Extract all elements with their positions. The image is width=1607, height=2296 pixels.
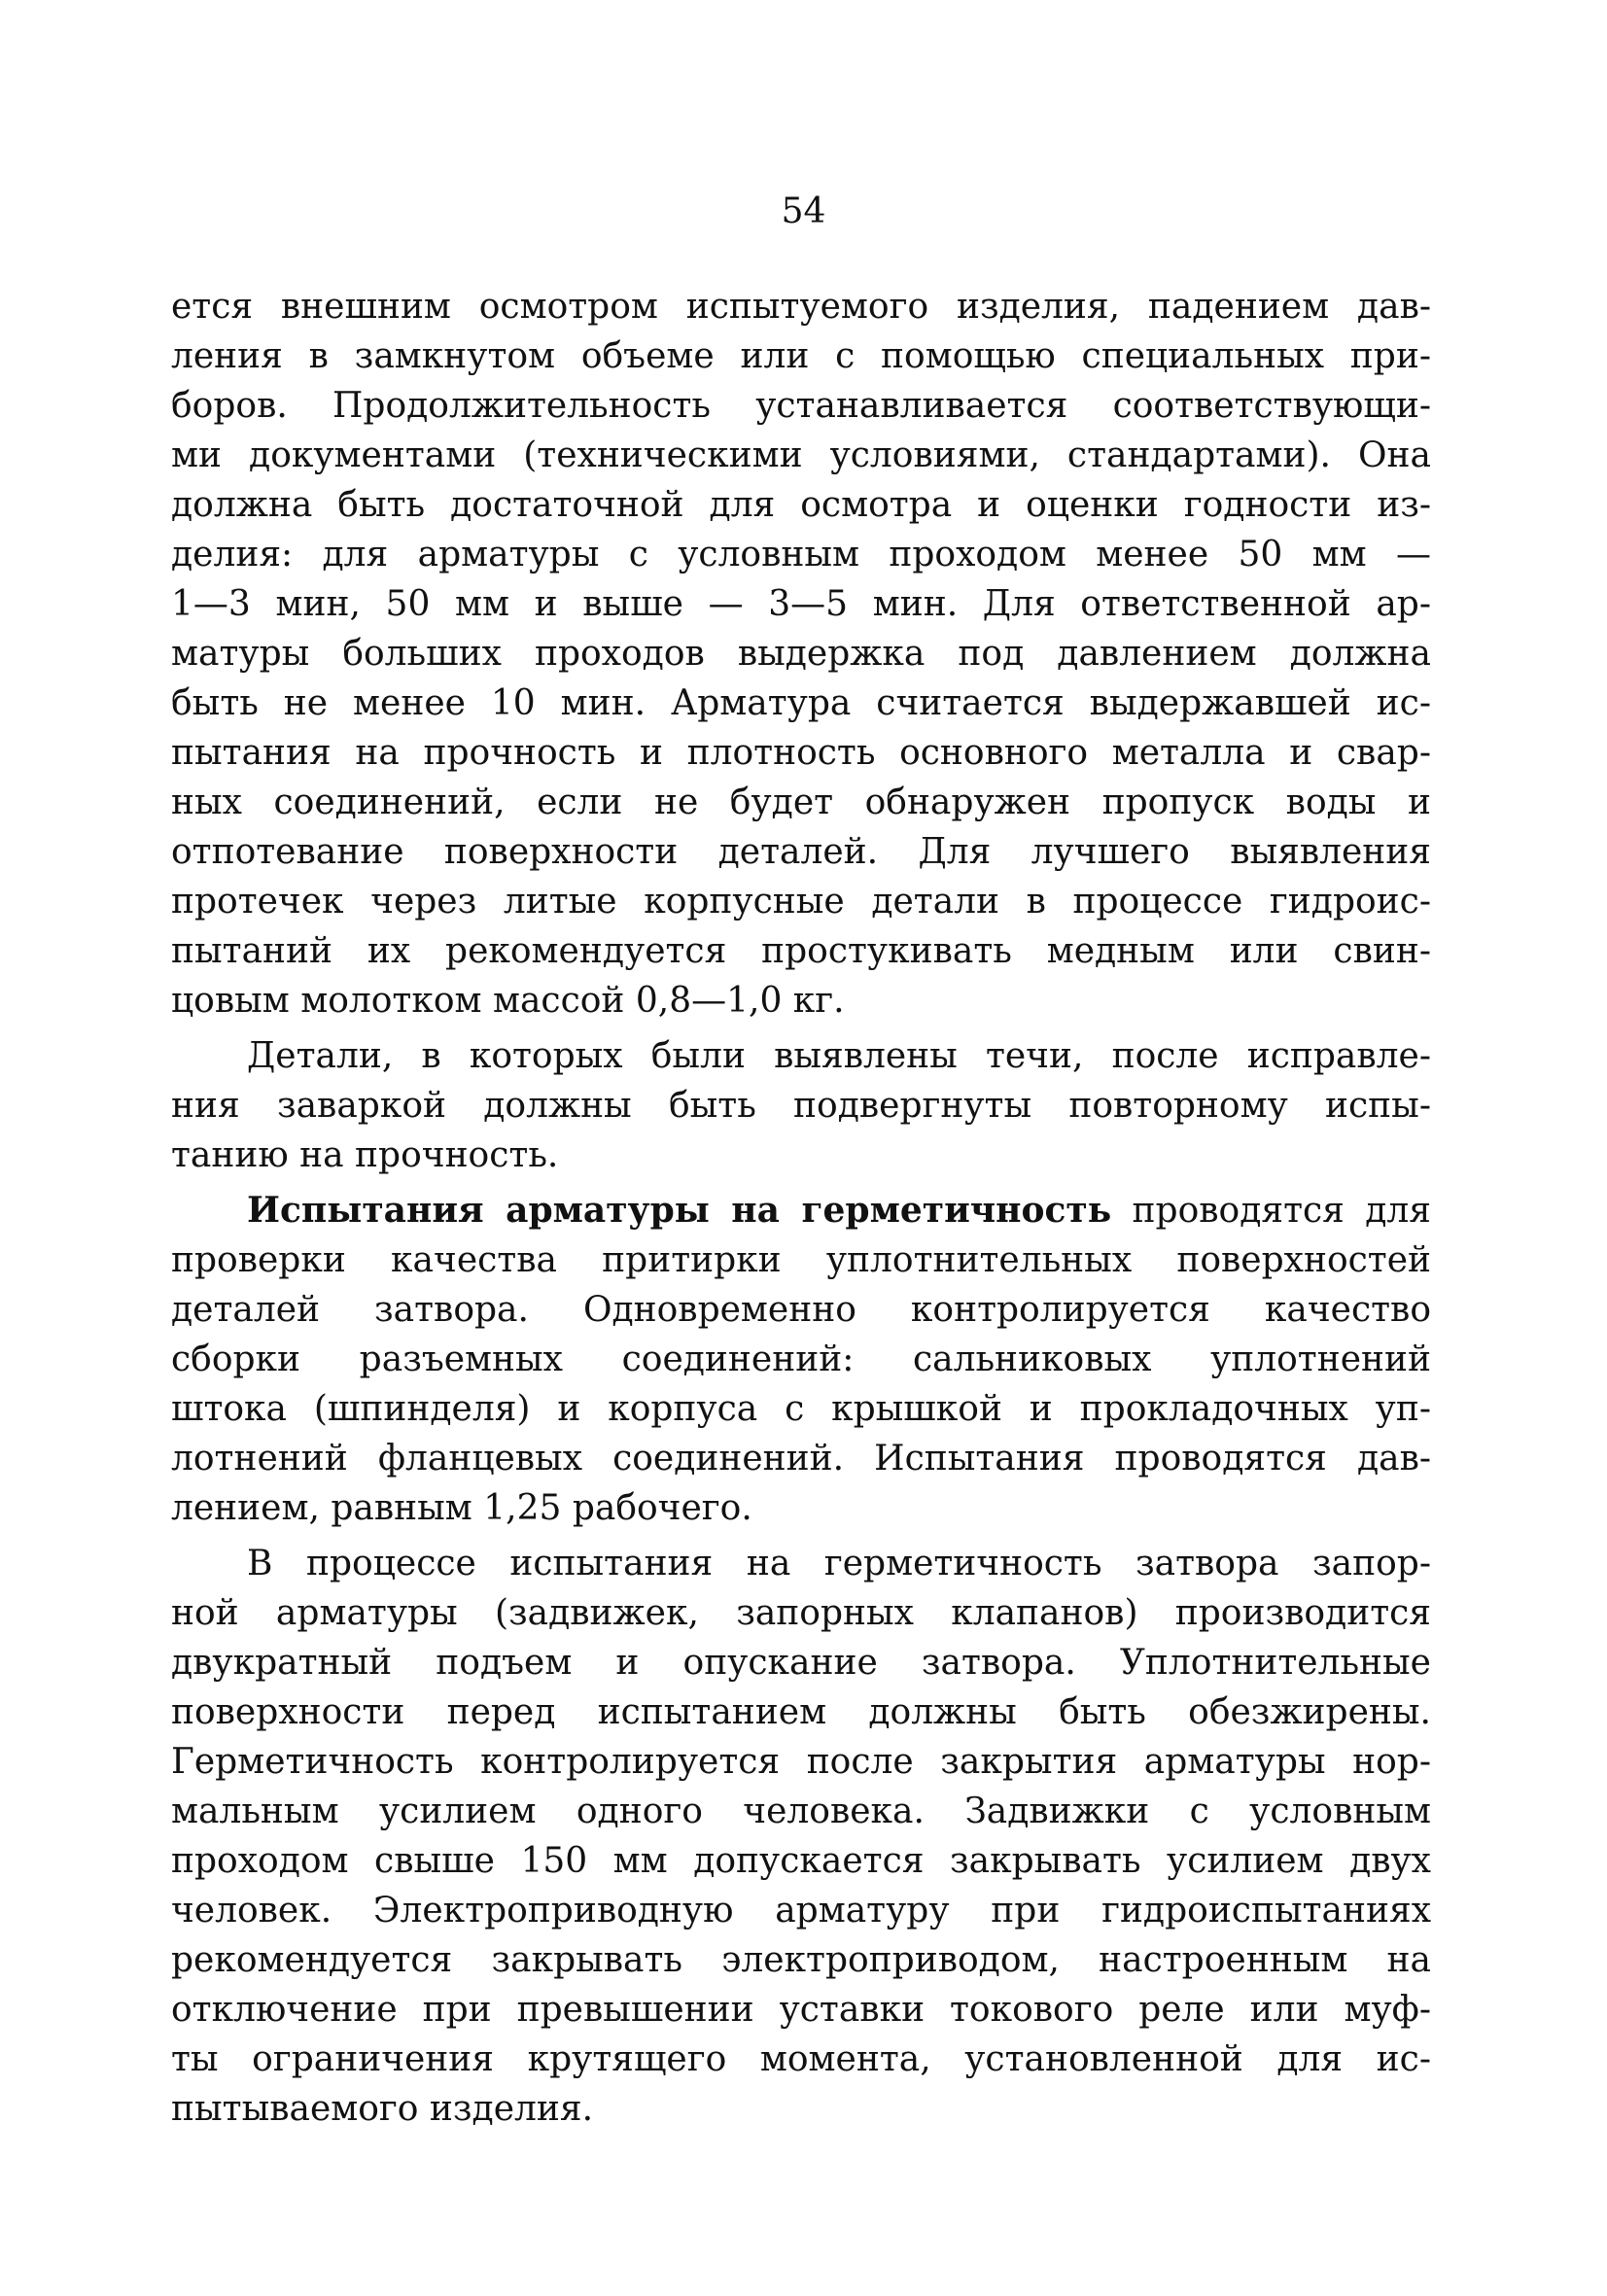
text-line: рекомендуется закрывать электроприводом, настроенным на	[171, 1940, 1431, 1980]
text-line: ется внешним осмотром испытуемого изделия, падением дав-	[171, 287, 1431, 327]
text-line: 1—3 мин, 50 мм и выше — 3—5 мин. Для ответственной ар-	[171, 584, 1431, 624]
text-line: отпотевание поверхности деталей. Для лучшего выявления	[171, 832, 1431, 872]
text-line: боров. Продолжительность устанавливается соответствующи-	[171, 386, 1431, 426]
text-line: ных соединений, если не будет обнаружен пропуск воды и	[171, 783, 1431, 822]
page-number: 54	[781, 191, 826, 231]
text-line: человек. Электроприводную арматуру при гидроиспытаниях	[171, 1891, 1431, 1931]
text-line: деталей затвора. Одновременно контролируется качество	[171, 1290, 1431, 1330]
paragraph-2	[171, 1031, 1431, 1180]
text-line: пытания на прочность и плотность основного металла и свар-	[171, 733, 1431, 773]
text-line: танию на прочность.	[171, 1135, 559, 1175]
text-line: мальным усилием одного человека. Задвижки с условным	[171, 1792, 1431, 1831]
text-line: быть не менее 10 мин. Арматура считается выдержавшей ис-	[171, 683, 1431, 723]
text-line: Детали, в которых были выявлены течи, после исправле-	[247, 1036, 1431, 1076]
text-line: матуры больших проходов выдержка под давлением должна	[171, 634, 1431, 674]
text-line: ты ограничения крутящего момента, установленной для ис-	[171, 2039, 1431, 2079]
text-line: цовым молотком массой 0,8—1,0 кг.	[171, 981, 845, 1021]
text-line: лением, равным 1,25 рабочего.	[171, 1488, 752, 1528]
text-line: делия: для арматуры с условным проходом менее 50 мм —	[171, 535, 1431, 574]
text-line: двукратный подъем и опускание затвора. Уплотнительные	[171, 1643, 1431, 1683]
text-line: пытываемого изделия.	[171, 2089, 594, 2129]
paragraph-3	[171, 1186, 1431, 1533]
text-line: Герметичность контролируется после закрытия арматуры нор-	[171, 1742, 1431, 1782]
bold-heading: Испытания арматуры на герметичность	[247, 1190, 1112, 1231]
text-line: ния заваркой должны быть подвергнуты повторному испы-	[171, 1086, 1431, 1126]
paragraph-1	[171, 282, 1431, 1026]
text-line: проходом свыше 150 мм допускается закрывать усилием двух	[171, 1841, 1431, 1881]
text-line: поверхности перед испытанием должны быть обезжирены.	[171, 1692, 1431, 1732]
text-line: В процессе испытания на герметичность затвора запор-	[247, 1544, 1431, 1583]
text-line: пытаний их рекомендуется простукивать медным или свин-	[171, 931, 1431, 971]
text-line: ной арматуры (задвижек, запорных клапанов) производится	[171, 1593, 1431, 1633]
text-line: ления в замкнутом объеме или с помощью специальных при-	[171, 336, 1431, 376]
text-line: проверки качества притирки уплотнительных поверхностей	[171, 1240, 1431, 1280]
text-line: отключение при превышении уставки токового реле или муф-	[171, 1990, 1431, 2030]
text-line: ми документами (техническими условиями, стандартами). Она	[171, 435, 1431, 475]
text-line: сборки разъемных соединений: сальниковых уплотнений	[171, 1339, 1431, 1379]
paragraph-4	[171, 1539, 1431, 2134]
body-text	[171, 282, 1431, 2134]
text-line: лотнений фланцевых соединений. Испытания проводятся дав-	[171, 1439, 1431, 1478]
text-line: должна быть достаточной для осмотра и оценки годности из-	[171, 485, 1431, 525]
text-line: Испытания арматуры на герметичность проводятся для	[247, 1190, 1431, 1231]
text-line: штока (шпинделя) и корпуса с крышкой и прокладочных уп-	[171, 1389, 1431, 1429]
text-line: протечек через литые корпусные детали в процессе гидроис-	[171, 882, 1431, 922]
